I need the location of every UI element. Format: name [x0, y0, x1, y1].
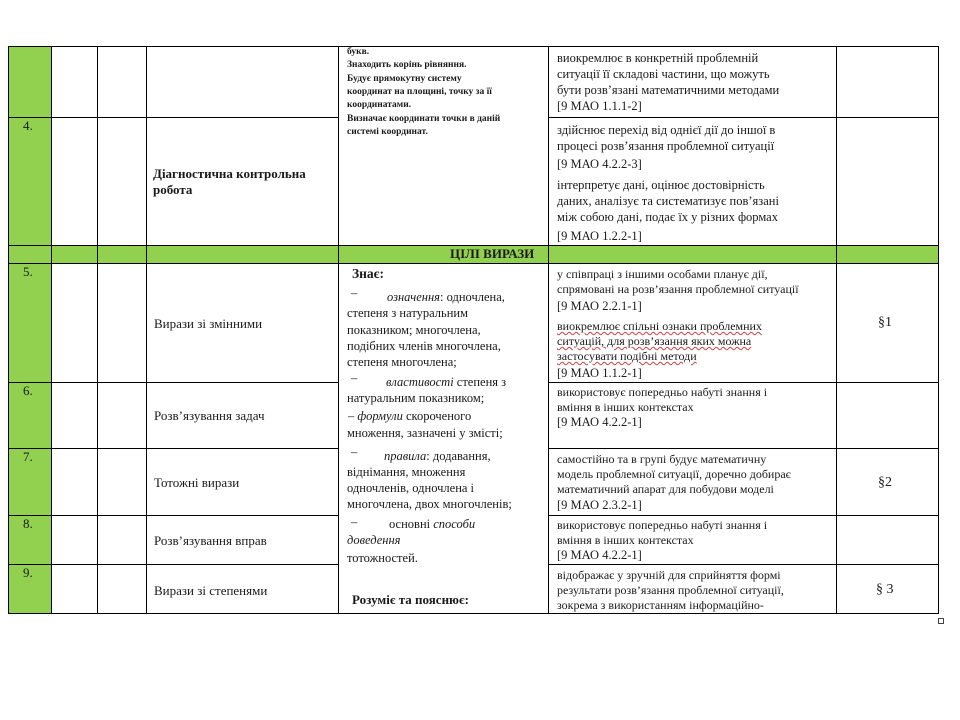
hline — [8, 613, 938, 614]
knowledge-line: Знаходить корінь рівняння. — [347, 60, 467, 70]
knowledge-line: Будує прямокутну систему — [347, 74, 462, 84]
hline — [548, 564, 938, 565]
vline — [97, 46, 98, 614]
understands-title: Розуміє та пояснює: — [352, 592, 469, 607]
vline — [836, 46, 837, 614]
outcome-line: самостійно та в групі будує математичну — [557, 452, 767, 466]
outcome-line: зокрема з використанням інформаційно- — [557, 598, 764, 612]
knows-dash: – — [351, 515, 358, 529]
knows-term: формули — [357, 409, 403, 423]
knows-line: показником; многочлена, — [347, 323, 481, 337]
outcome-line: математичний апарат для побудови моделі — [557, 482, 774, 496]
row-number: 7. — [23, 449, 33, 464]
paragraph-ref: §2 — [878, 475, 892, 490]
knows-line — [387, 289, 505, 305]
table-resize-handle[interactable] — [938, 618, 944, 624]
outcome-line: [9 МАО 1.1.1-2] — [557, 99, 642, 113]
knows-text: степеня з — [453, 375, 507, 389]
knows-text: : одночлена, — [439, 290, 505, 304]
outcome-line: вміння в інших контекстах — [557, 400, 694, 414]
outcome-line: відображає у зручній для сприйняття формі — [557, 568, 781, 582]
outcome-line: [9 МАО 1.2.2-1] — [557, 229, 642, 243]
knows-line — [348, 408, 471, 424]
outcome-line: використовує попередньо набуті знання і — [557, 385, 768, 399]
row-number: 4. — [23, 118, 33, 133]
outcome-line: [9 МАО 2.3.2-1] — [557, 498, 642, 512]
vline — [548, 46, 549, 614]
outcome-line: ситуацій, для розв’язання яких можна — [557, 334, 752, 348]
knowledge-line: координатами. — [347, 100, 412, 110]
outcome-line: інтерпретує дані, оцінює достовірність — [557, 178, 765, 192]
row-number: 6. — [23, 383, 33, 398]
knows-dash: – — [351, 286, 358, 300]
knows-line: доведення — [347, 533, 401, 547]
outcome-line: у співпраці з іншими особами планує дії, — [557, 267, 768, 281]
knows-text: скороченого — [402, 409, 472, 423]
outcome-line: результати розв’язання проблемної ситуації, — [557, 583, 784, 597]
outcome-line: виокремлює в конкретній проблемній — [557, 51, 759, 65]
outcome-line: модель проблемної ситуації, доречно добирає — [557, 467, 791, 481]
knows-line: одночленів, одночлена і — [347, 481, 475, 495]
outcome-line: використовує попередньо набуті знання і — [557, 518, 768, 532]
topic-title: Вирази зі степенями — [154, 583, 268, 598]
paragraph-ref: §1 — [878, 315, 892, 330]
outcome-line: застосувати подібні методи — [557, 349, 697, 363]
knows-line: подібних членів многочлена, — [347, 339, 501, 353]
hline — [548, 382, 938, 383]
row-number: 9. — [23, 565, 33, 580]
section-header: ЦІЛІ ВИРАЗИ — [450, 246, 535, 261]
vline — [938, 46, 939, 614]
outcome-line: виокремлює спільні ознаки проблемних — [557, 319, 762, 333]
hline — [8, 382, 338, 383]
vline — [51, 46, 52, 614]
outcome-line: спрямовані на розв’язання проблемної ситуації — [557, 282, 799, 296]
knows-line: віднімання, множення — [347, 465, 466, 479]
vline — [146, 46, 147, 614]
knows-line: тотожностей. — [347, 551, 418, 565]
outcome-line: вміння в інших контекстах — [557, 533, 694, 547]
knowledge-line: системі координат. — [347, 127, 428, 137]
knows-term: способи — [433, 517, 476, 531]
hline — [8, 564, 338, 565]
knowledge-line: Визначає координати точки в даній — [347, 114, 501, 124]
knows-line — [386, 374, 506, 390]
knows-line — [384, 448, 491, 464]
knows-line: многочлена, двох многочленів; — [347, 497, 512, 511]
outcome-line: між собою дані, подає їх у різних формах — [557, 210, 778, 224]
outcome-line: бути розв’язані математичними методами — [557, 83, 780, 97]
paragraph-ref: § 3 — [876, 582, 894, 597]
knows-dash: – — [348, 409, 355, 423]
hline — [548, 515, 938, 516]
outcome-line: [9 МАО 4.2.2-3] — [557, 157, 642, 171]
row-number: 8. — [23, 516, 33, 531]
hline — [8, 46, 938, 47]
outcome-line: [9 МАО 2.2.1-1] — [557, 299, 642, 313]
hline — [8, 117, 338, 118]
topic-title: Розв’язування задач — [154, 408, 265, 423]
knows-line — [389, 516, 475, 532]
hline — [548, 117, 938, 118]
knows-title: Знає: — [352, 266, 384, 281]
knows-line: множення, зазначені у змісті; — [347, 426, 503, 440]
knows-line: степеня з натуральним — [347, 306, 469, 320]
outcome-line: ситуації її складові частини, що можуть — [557, 67, 770, 81]
hline — [548, 448, 938, 449]
topic-title: Вирази зі змінними — [154, 316, 263, 331]
topic-title: Тотожні вирази — [154, 475, 240, 490]
outcome-line: [9 МАО 4.2.2-1] — [557, 548, 642, 562]
hline — [8, 263, 938, 264]
knowledge-line: букв. — [347, 47, 370, 57]
vline — [338, 46, 339, 614]
outcome-line: [9 МАО 4.2.2-1] — [557, 415, 642, 429]
knows-dash: – — [351, 445, 358, 459]
knowledge-line: координат на площині, точку за її — [347, 87, 492, 97]
hline — [8, 515, 338, 516]
knows-text: основні — [389, 517, 434, 531]
topic-diagnostic-line1 — [153, 166, 335, 198]
knows-term: означення — [387, 290, 440, 304]
vline — [8, 46, 9, 614]
knows-text: : додавання, — [426, 449, 491, 463]
topic-title: Діагностична контрольна робота — [153, 166, 306, 197]
knows-term: властивості — [386, 375, 454, 389]
knows-dash: – — [351, 371, 358, 385]
topic-title: Розв’язування вправ — [154, 533, 267, 548]
row-number: 5. — [23, 264, 33, 279]
knows-line: степеня многочлена; — [347, 355, 457, 369]
outcome-line: [9 МАО 1.1.2-1] — [557, 366, 642, 380]
outcome-line: даних, аналізує та систематизує пов’язані — [557, 194, 779, 208]
outcome-line: процесі розв’язання проблемної ситуації — [557, 139, 775, 153]
outcome-line: здійснює перехід від однієї дії до іншої в — [557, 123, 776, 137]
hline — [8, 448, 338, 449]
knows-term: правила — [384, 449, 427, 463]
knows-line: натуральним показником; — [347, 391, 485, 405]
